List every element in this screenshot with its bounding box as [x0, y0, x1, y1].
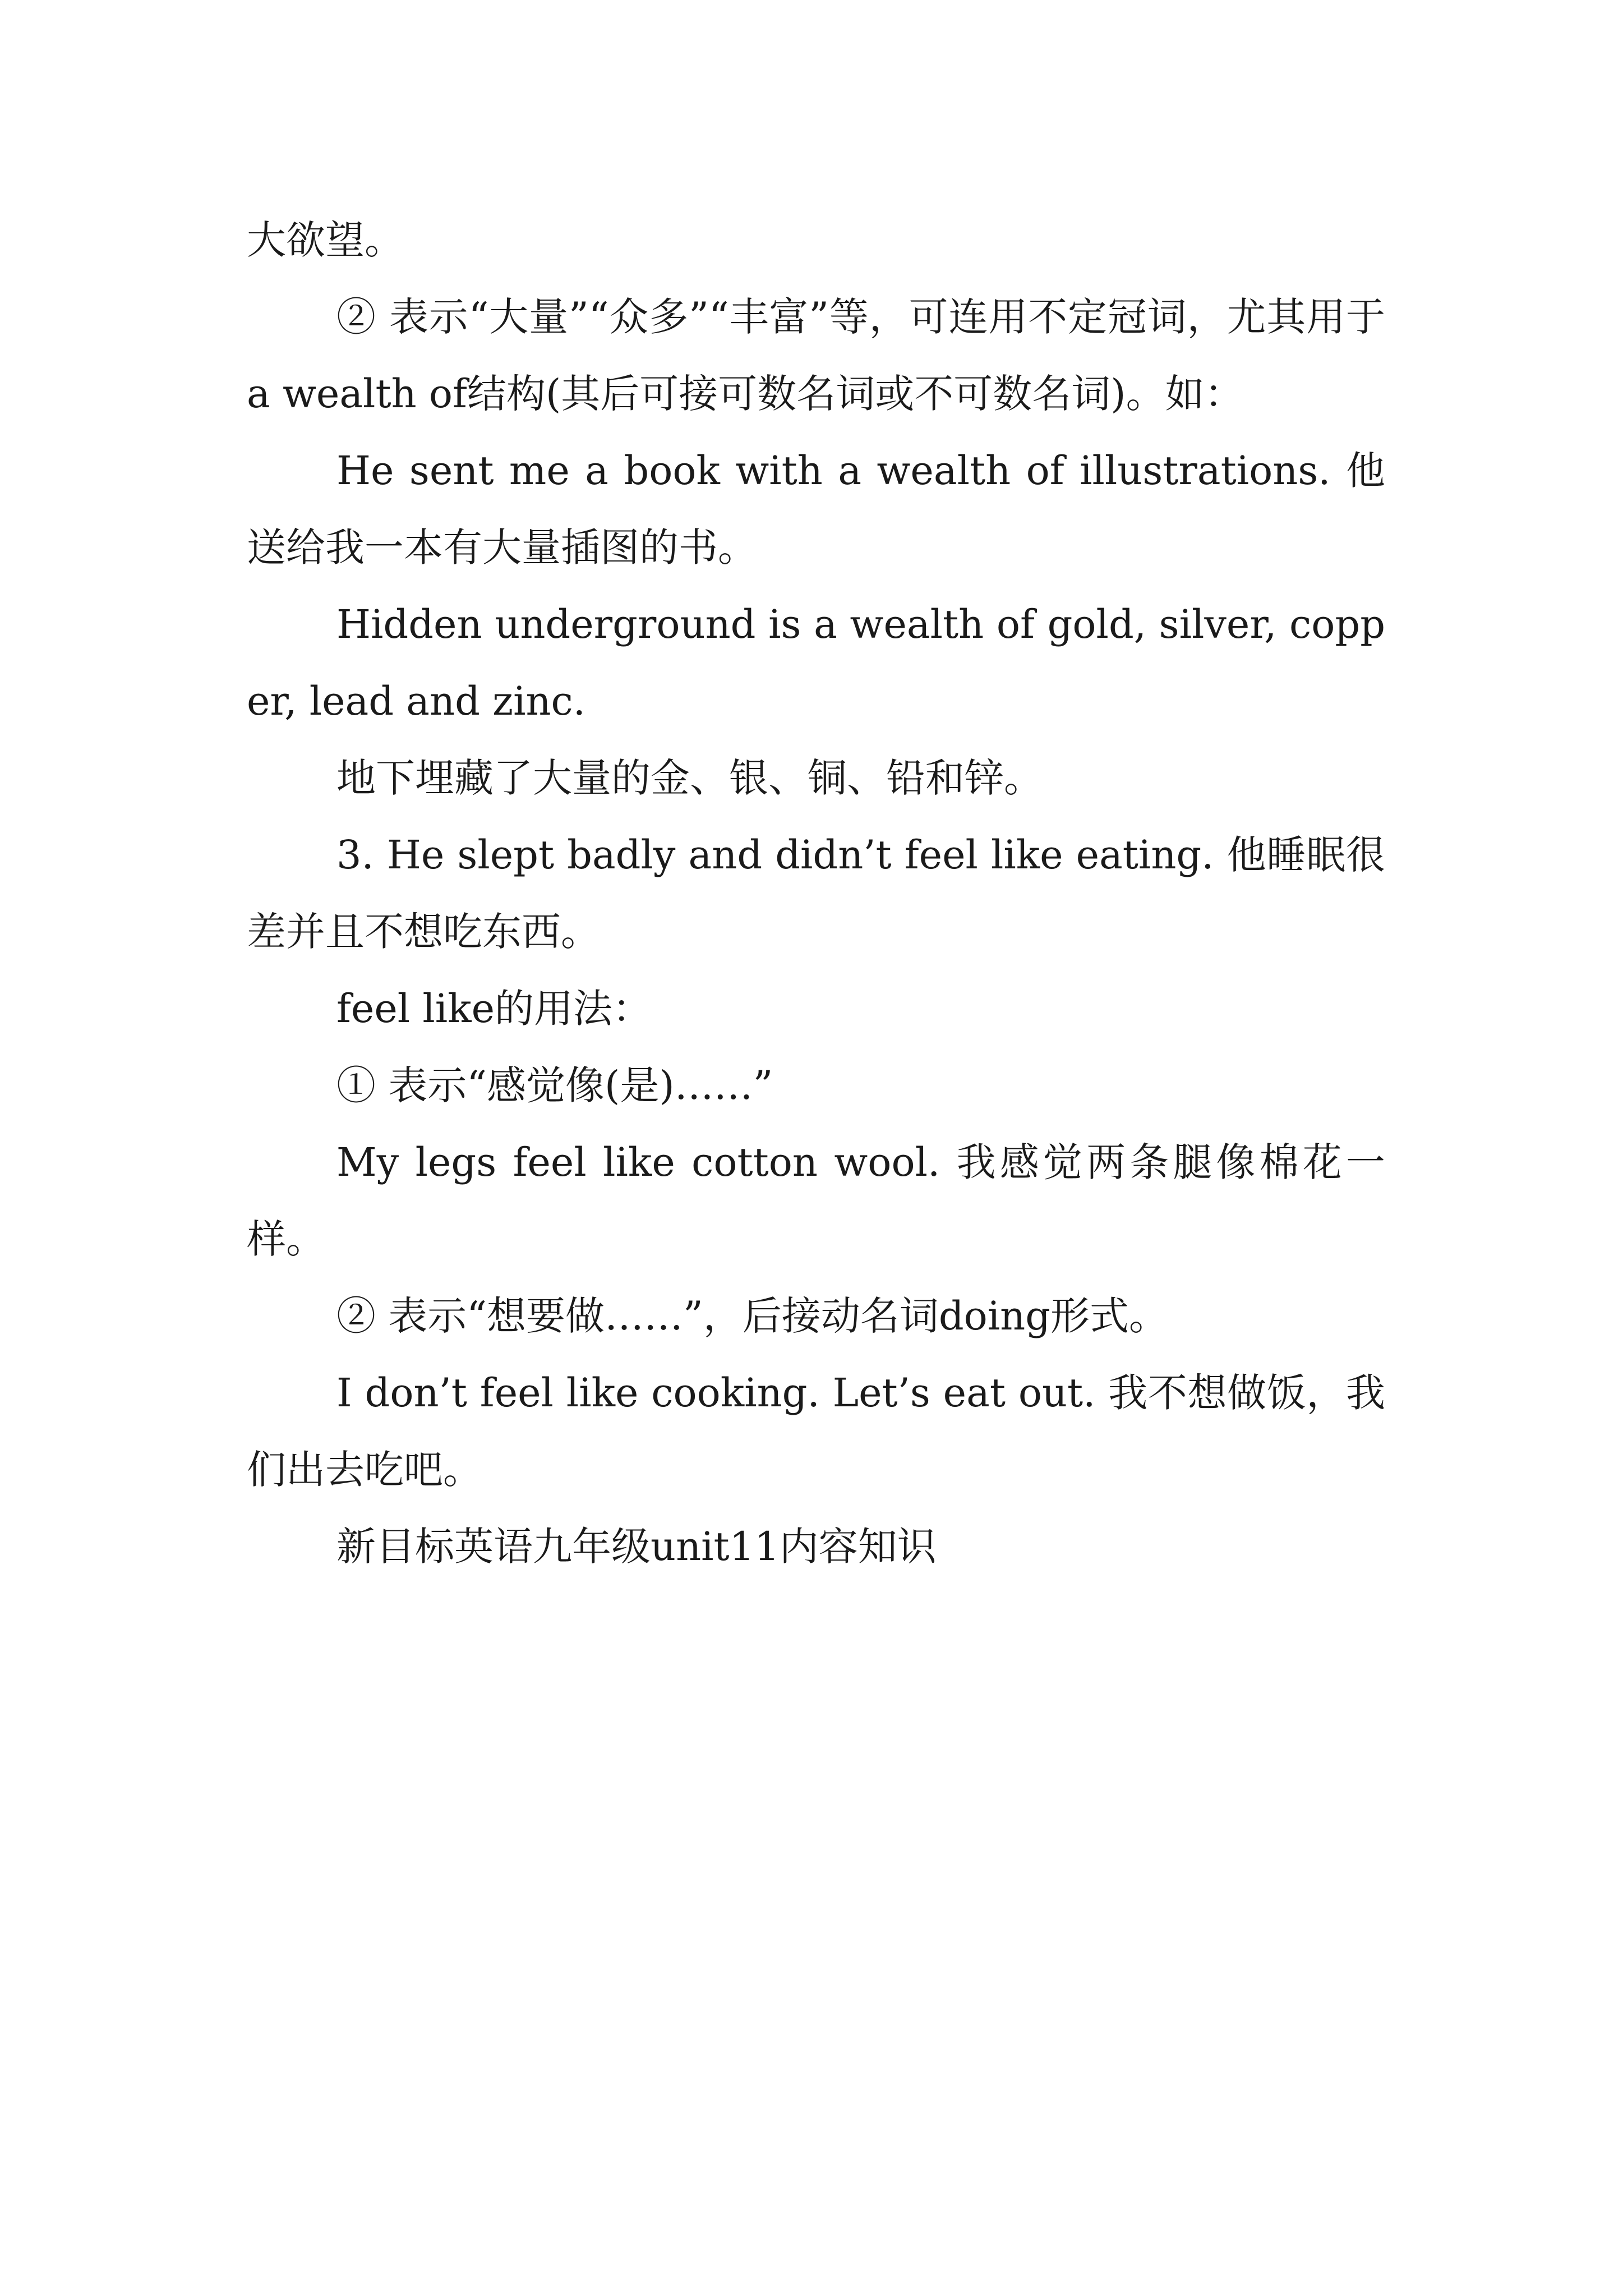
paragraph-example-underground-zh: 地下埋藏了大量的金、银、铜、铅和锌。 — [336, 755, 1043, 801]
paragraph-continuation: 大欲望。 — [247, 217, 404, 263]
paragraph-wealth-usage-2: ② 表示“大量”“众多”“丰富”等，可连用不定冠词，尤其用于a wealth of结构(其后可接可数名词或不可数名词)。如： — [247, 294, 1385, 417]
paragraph-example-illustrations: He sent me a book with a wealth of illustrations. 他送给我一本有大量插图的书。 — [247, 448, 1385, 570]
paragraph-feel-like-usage-1: ① 表示“感觉像(是)……” — [336, 1062, 773, 1108]
paragraph-feel-like-heading: feel like的用法： — [336, 986, 652, 1032]
paragraph-feel-like-usage-2: ② 表示“想要做……”，后接动名词doing形式。 — [336, 1293, 1169, 1339]
paragraph-example-cooking: I don’t feel like cooking. Let’s eat out. 我不想做饭，我们出去吃吧。 — [247, 1370, 1385, 1493]
paragraph-example-underground-en: Hidden underground is a wealth of gold, silver, copper, lead and zinc. — [247, 601, 1385, 724]
paragraph-example-legs: My legs feel like cotton wool. 我感觉两条腿像棉花一样。 — [247, 1139, 1385, 1262]
document-body — [247, 202, 1385, 1585]
paragraph-sentence-3: 3. He slept badly and didn’t feel like eating. 他睡眠很差并且不想吃东西。 — [247, 832, 1385, 955]
paragraph-unit-title: 新目标英语九年级unit11内容知识 — [336, 1524, 937, 1570]
